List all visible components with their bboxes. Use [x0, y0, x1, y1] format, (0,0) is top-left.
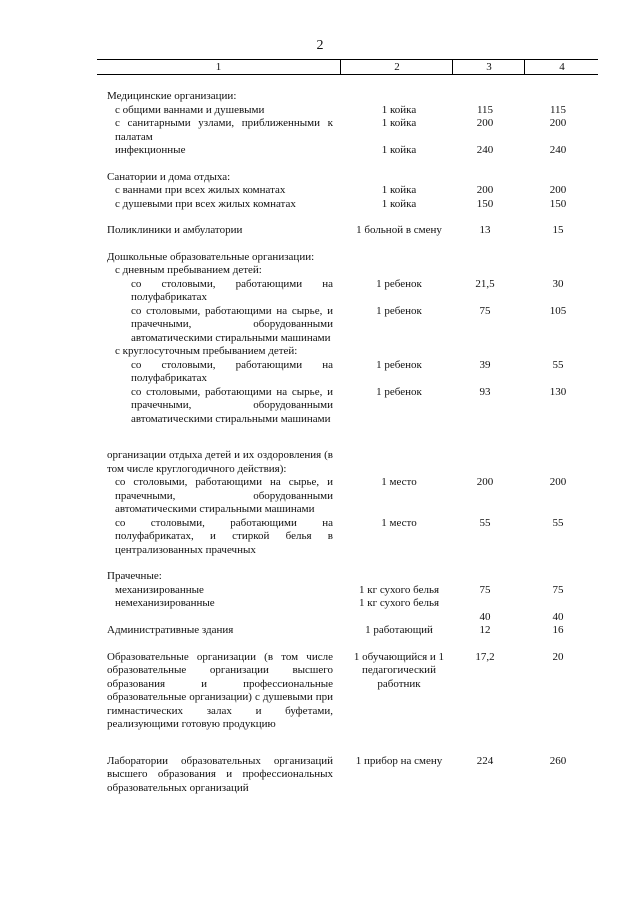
row-label: с дневным пребыванием детей:	[115, 264, 262, 276]
table-row	[0, 476, 640, 517]
row-label: Медицинские организации:	[107, 90, 237, 102]
row-value-3: 240	[476, 144, 494, 156]
row-value-4: 40	[552, 610, 564, 623]
row-label: со столовыми, работающими на полуфабрикатах	[131, 277, 333, 303]
row-value-4: 15	[552, 224, 564, 236]
row-value-4: 55	[552, 516, 564, 529]
row-label: со столовыми, работающими на полуфабрикатах, и стиркой белья в централизованных прачечных	[115, 516, 333, 556]
table-row	[0, 171, 640, 185]
table-row	[0, 624, 640, 638]
row-value-4: 200	[549, 476, 567, 488]
table-row	[0, 198, 640, 212]
row-value-4: 200	[549, 184, 567, 196]
row-label: механизированные	[115, 583, 204, 596]
row-value-3: 39	[479, 358, 491, 371]
row-label: с ваннами при всех жилых комнатах	[115, 184, 286, 196]
row-value-3: 55	[479, 516, 491, 529]
row-label: инфекционные	[115, 144, 186, 156]
row-unit: 1 койка	[381, 197, 417, 210]
row-value-4: 260	[549, 754, 567, 767]
row-value-4: 16	[552, 624, 564, 636]
row-label: Санатории и дома отдыха:	[107, 170, 231, 183]
row-unit: 1 кг сухого белья	[358, 583, 440, 596]
row-value-4: 30	[552, 277, 564, 290]
header-col-2: 2	[340, 60, 453, 74]
row-value-4: 20	[552, 650, 564, 663]
norms-table	[0, 90, 640, 795]
row-value-4: 200	[549, 117, 567, 129]
table-row	[0, 517, 640, 558]
row-label: организации отдыха детей и их оздоровления (в том числе круглогодичного действия):	[107, 449, 333, 475]
row-value-3: 17,2	[475, 650, 495, 663]
row-value-3: 21,5	[475, 277, 495, 290]
row-label	[115, 611, 333, 625]
header-col-1: 1	[215, 61, 222, 73]
row-value-4: 75	[552, 583, 564, 596]
row-unit: 1 койка	[381, 184, 417, 196]
row-value-3: 40	[479, 610, 491, 623]
row-value-3: 150	[476, 197, 494, 210]
table-row	[0, 584, 640, 598]
table-row	[0, 184, 640, 198]
row-unit: 1 ребенок	[376, 358, 422, 371]
row-label: со столовыми, работающими на сырье, и прачечными, оборудованными автоматическими стиральными машинами	[131, 385, 333, 425]
row-unit: 1 место	[381, 516, 417, 529]
table-row	[0, 90, 640, 104]
row-value-3: 224	[476, 754, 494, 767]
row-value-3: 75	[479, 304, 491, 317]
row-value-3: 75	[479, 583, 491, 596]
row-label: Дошкольные образовательные организации:	[107, 250, 315, 263]
header-col-4: 4	[524, 60, 599, 74]
row-value-3: 13	[479, 224, 491, 236]
row-value-4: 240	[549, 144, 567, 156]
row-label: со столовыми, работающими на сырье, и прачечными, оборудованными автоматическими стиральными машинами	[131, 304, 333, 344]
row-label: со столовыми, работающими на сырье, и прачечными, оборудованными автоматическими стиральными машинами	[115, 476, 333, 515]
row-value-3: 93	[479, 385, 491, 398]
row-unit: 1 койка	[381, 117, 417, 129]
row-label: Административные здания	[107, 624, 234, 636]
table-row	[0, 359, 640, 386]
table-row	[0, 386, 640, 427]
row-label: Образовательные организации (в том числе образовательные организации высшего образования и профессиональные образовательные организации) с душевыми при гимнастических залах и буфетами, реализующими готовую продукцию	[107, 650, 333, 730]
row-value-4: 105	[549, 304, 567, 317]
row-unit: 1 ребенок	[376, 385, 422, 398]
row-unit: 1 работающий	[365, 624, 433, 636]
row-label: с санитарными узлами, приближенными к палатам	[115, 117, 333, 143]
table-row	[0, 251, 640, 265]
row-unit: 1 кг сухого белья	[358, 597, 440, 609]
table-row	[0, 117, 640, 144]
row-value-3: 200	[476, 476, 494, 488]
row-label: Лаборатории образовательных организаций высшего образования и профессиональных образовательных организаций	[107, 754, 333, 794]
row-value-3: 200	[476, 117, 494, 129]
row-label: Прачечные:	[107, 570, 162, 582]
row-unit: 1 место	[381, 476, 417, 488]
table-row	[0, 264, 640, 278]
table-row	[0, 144, 640, 158]
row-label: Поликлиники и амбулатории	[107, 224, 243, 236]
row-value-3: 12	[479, 624, 491, 636]
row-value-4: 150	[549, 197, 567, 210]
table-row	[0, 449, 640, 476]
table-row	[0, 305, 640, 346]
row-unit: 1 больной в смену	[356, 224, 442, 236]
row-label: с душевыми при всех жилых комнатах	[115, 197, 296, 210]
row-unit: 1 прибор на смену	[355, 754, 443, 767]
header-col-3: 3	[452, 60, 525, 74]
row-unit: 1 ребенок	[376, 277, 422, 290]
table-row	[0, 651, 640, 732]
table-row	[0, 611, 640, 625]
row-value-4: 55	[552, 358, 564, 371]
table-row	[0, 345, 640, 359]
table-row	[0, 597, 640, 611]
row-value-3: 115	[476, 103, 494, 116]
row-label: немеханизированные	[115, 597, 215, 609]
table-header	[97, 59, 598, 75]
row-value-4: 130	[549, 385, 567, 398]
table-row	[0, 224, 640, 238]
page-number: 2	[316, 38, 324, 53]
row-unit: 1 обучающийся и 1 педагогический работник	[353, 650, 445, 690]
row-unit: 1 койка	[381, 144, 417, 156]
row-unit: 1 ребенок	[376, 304, 422, 317]
table-row	[0, 755, 640, 796]
table-row	[0, 104, 640, 118]
table-row	[0, 570, 640, 584]
row-label: с круглосуточным пребыванием детей:	[115, 345, 298, 357]
row-value-3: 200	[476, 184, 494, 196]
row-unit: 1 койка	[381, 103, 417, 116]
row-value-4: 115	[549, 103, 567, 116]
table-row	[0, 278, 640, 305]
row-label: с общими ваннами и душевыми	[115, 103, 265, 116]
row-label: со столовыми, работающими на полуфабрикатах	[131, 358, 333, 384]
